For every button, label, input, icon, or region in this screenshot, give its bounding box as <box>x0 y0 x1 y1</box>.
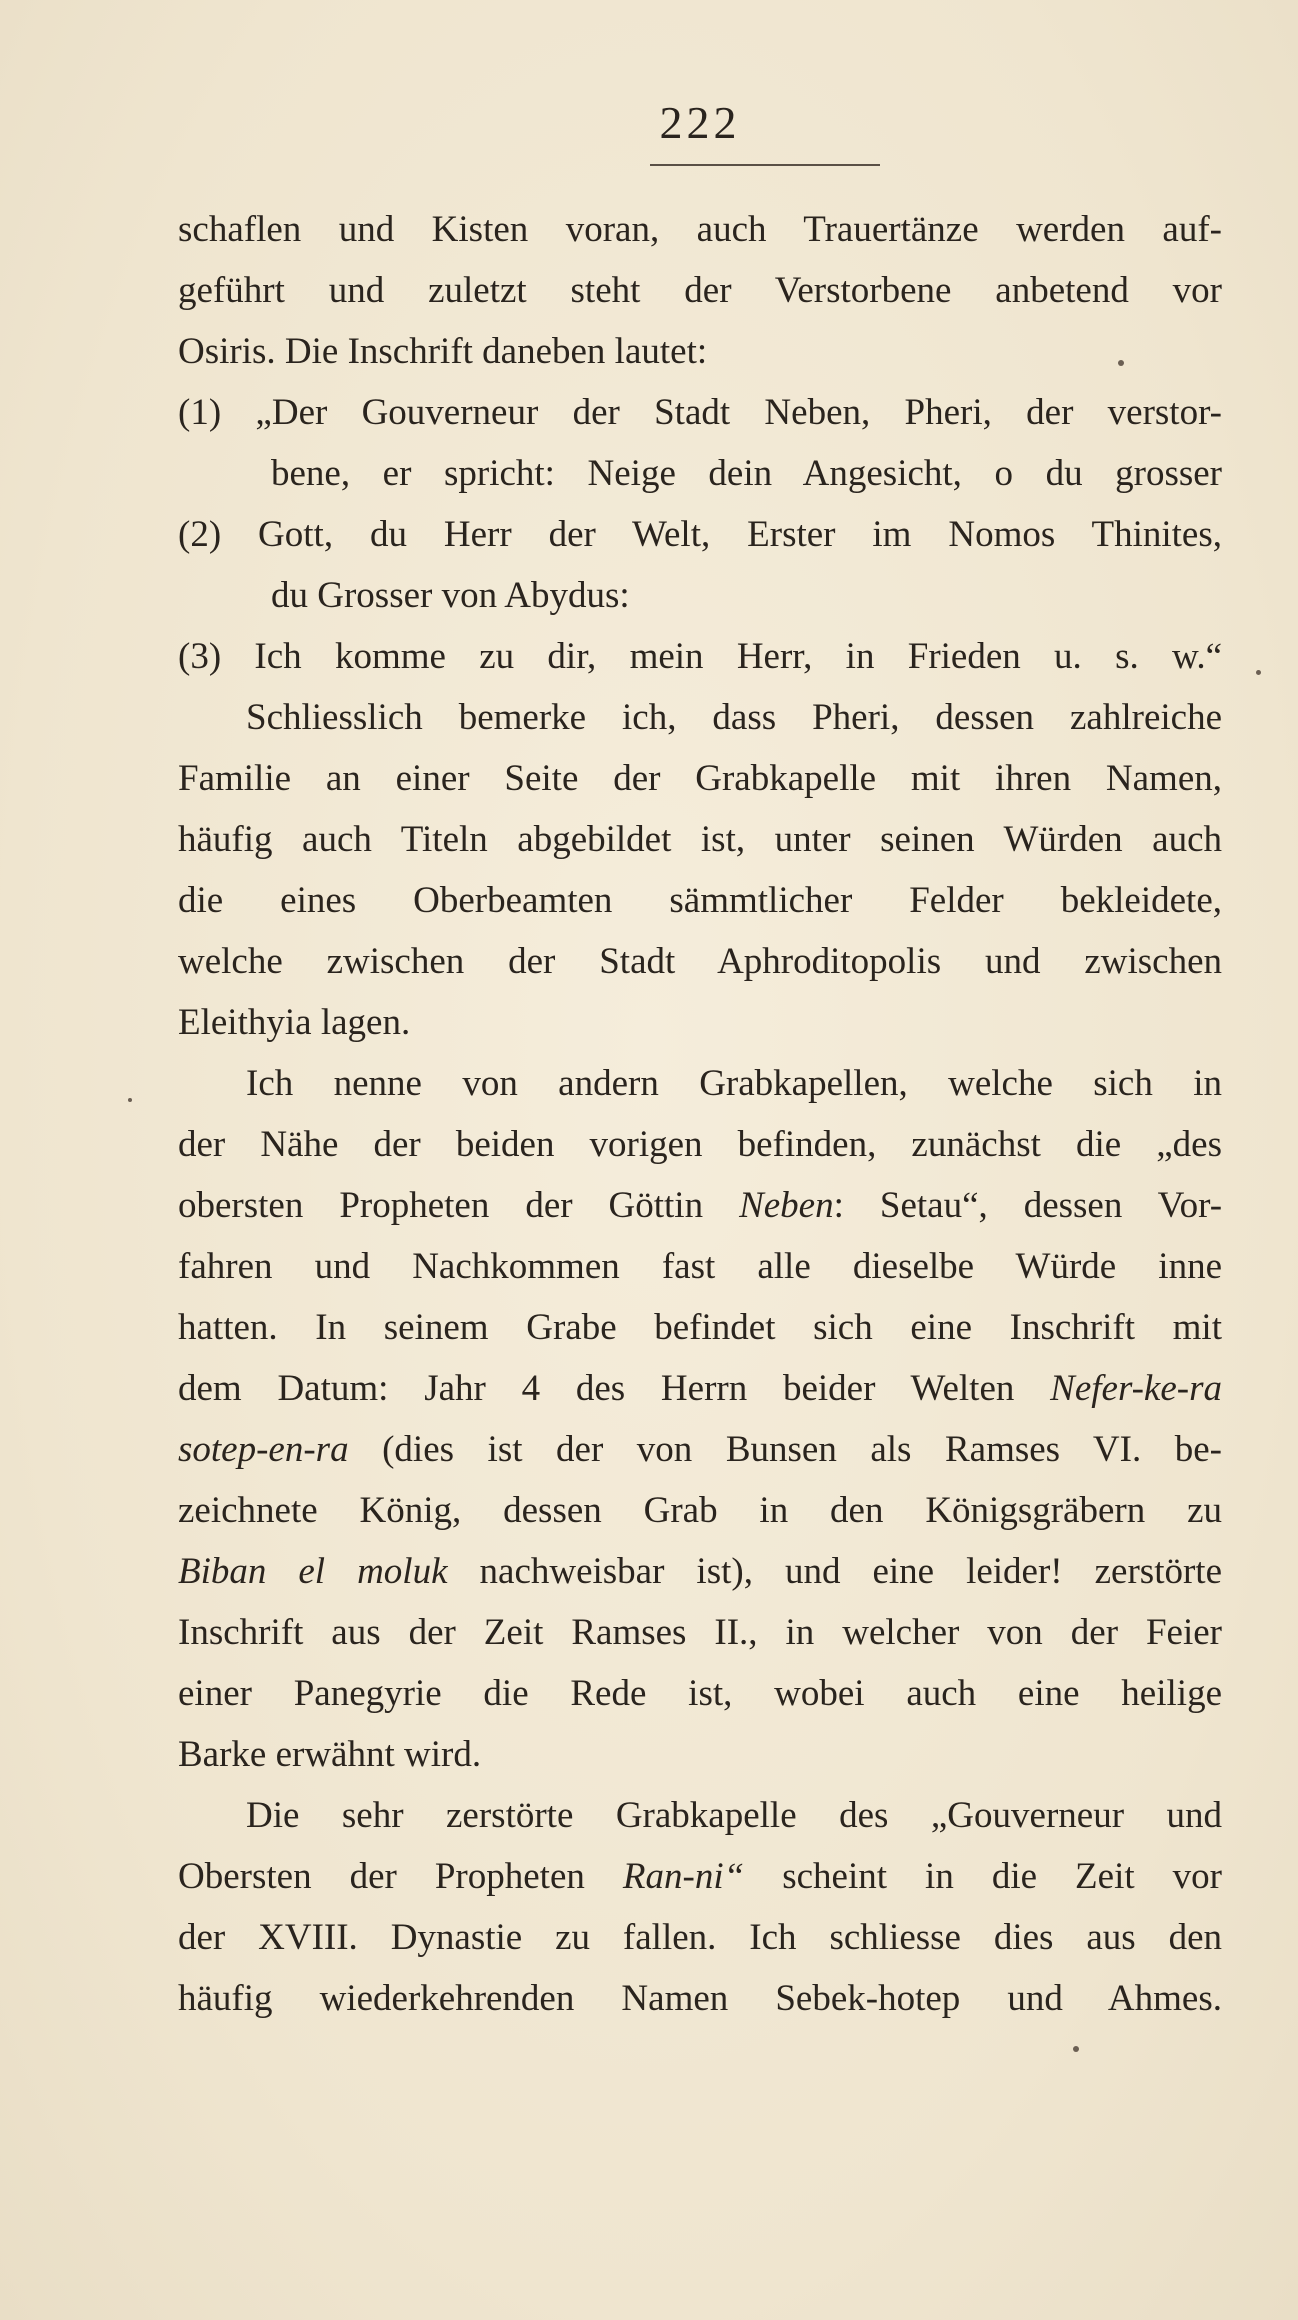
text-segment: dem Datum: Jahr 4 des Herrn beider Welten <box>178 1368 1051 1409</box>
text-line: bene, er spricht: Neige dein Angesicht, o du grosser <box>271 453 1222 494</box>
text-line: Eleithyia lagen. <box>178 1002 411 1043</box>
text-line: Schliesslich bemerke ich, dass Pheri, dessen zahlreiche <box>246 697 1222 738</box>
text-segment: (dies ist der von Bunsen als Ramses VI. be- <box>348 1429 1222 1470</box>
paper-speck <box>1118 360 1124 366</box>
text-line: du Grosser von Abydus: <box>271 575 630 616</box>
page-number: 222 <box>659 97 741 148</box>
text-line: Inschrift aus der Zeit Ramses II., in welcher von der Feier <box>178 1612 1222 1653</box>
text-segment: Obersten der Propheten <box>178 1856 623 1897</box>
paper-speck <box>1256 670 1261 675</box>
text-line: Osiris. Die Inschrift daneben lautet: <box>178 331 708 372</box>
text-line <box>178 1176 1222 1236</box>
text-line: (3) Ich komme zu dir, mein Herr, in Frieden u. s. w.“ <box>178 636 1222 677</box>
text-line: schaflen und Kisten voran, auch Trauertänze werden auf- <box>178 209 1222 250</box>
text-line: Barke erwähnt wird. <box>178 1734 482 1775</box>
text-line: Familie an einer Seite der Grabkapelle mit ihren Namen, <box>178 758 1222 799</box>
text-line: welche zwischen der Stadt Aphroditopolis und zwischen <box>178 941 1222 982</box>
italic-term: sotep-en-ra <box>178 1429 349 1470</box>
text-segment: obersten Propheten der Göttin <box>178 1185 740 1226</box>
text-line: zeichnete König, dessen Grab in den Königsgräbern zu <box>178 1490 1222 1531</box>
text-line: häufig wiederkehrenden Namen Sebek-hotep und Ahmes. <box>178 1978 1222 2019</box>
italic-term: Biban el moluk <box>178 1551 448 1592</box>
text-line: fahren und Nachkommen fast alle dieselbe Würde inne <box>178 1246 1222 1287</box>
italic-term: Ran-ni“ <box>622 1856 745 1897</box>
text-line <box>178 1847 1222 1907</box>
text-segment: scheint in die Zeit vor <box>744 1856 1222 1897</box>
text-line: einer Panegyrie die Rede ist, wobei auch eine heilige <box>178 1673 1222 1714</box>
text-line: häufig auch Titeln abgebildet ist, unter seinen Würden auch <box>178 819 1222 860</box>
text-line: (2) Gott, du Herr der Welt, Erster im Nomos Thinites, <box>178 514 1222 555</box>
text-line: hatten. In seinem Grabe befindet sich eine Inschrift mit <box>178 1307 1222 1348</box>
header-rule <box>650 164 880 166</box>
text-line <box>178 1359 1222 1419</box>
text-line: die eines Oberbeamten sämmtlicher Felder bekleidete, <box>178 880 1222 921</box>
text-line: der Nähe der beiden vorigen befinden, zunächst die „des <box>178 1124 1222 1165</box>
text-segment: : Setau“, dessen Vor- <box>833 1185 1223 1226</box>
text-line: Die sehr zerstörte Grabkapelle des „Gouverneur und <box>246 1795 1222 1836</box>
paper-speck <box>1073 2046 1079 2052</box>
text-line: Ich nenne von andern Grabkapellen, welche sich in <box>246 1063 1222 1104</box>
italic-term: Neben <box>739 1185 834 1226</box>
text-line <box>178 1420 1222 1480</box>
text-line <box>178 1542 1222 1602</box>
text-line: geführt und zuletzt steht der Verstorbene anbetend vor <box>178 270 1222 311</box>
text-line: (1) „Der Gouverneur der Stadt Neben, Pheri, der verstor- <box>178 392 1222 433</box>
text-segment: nachweisbar ist), und eine leider! zerstörte <box>447 1551 1222 1592</box>
paper-speck <box>128 1098 132 1102</box>
text-line: der XVIII. Dynastie zu fallen. Ich schliesse dies aus den <box>178 1917 1222 1958</box>
italic-term: Nefer-ke-ra <box>1050 1368 1222 1409</box>
